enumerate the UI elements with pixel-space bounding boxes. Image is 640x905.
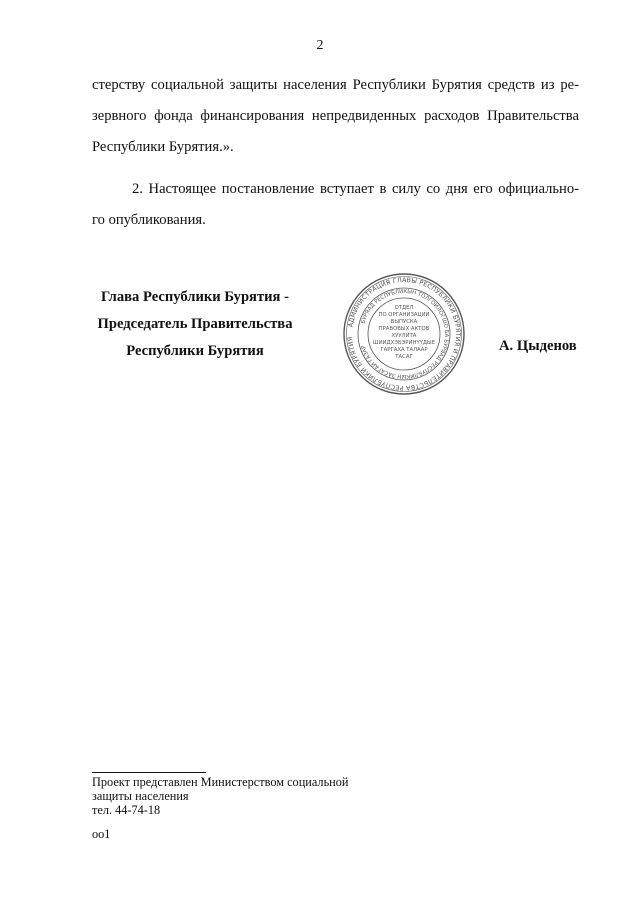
seal-inner-text: БУРЯАД РЕСПУБЛИКЫН ТОЛГОЙЛОГШО БА БУРЯАД РЕСПУБЛИКЫН ЗАСАГАЙ ГАЗАР bbox=[360, 288, 450, 380]
paragraph-2-line: го опубликования. bbox=[92, 212, 206, 228]
footnote bbox=[92, 775, 349, 817]
footnote-line: тел. 44-74-18 bbox=[92, 803, 161, 817]
footnote-divider bbox=[92, 772, 206, 773]
signatory-title bbox=[90, 284, 300, 365]
seal-center-line: ХУУЛИТА bbox=[391, 333, 417, 339]
signer-name: А. Цыденов bbox=[499, 338, 577, 354]
paragraph-2-line: 2. Настоящее постановление вступает в силу со дня его официально- bbox=[132, 181, 579, 197]
signatory-title-line: Республики Бурятия bbox=[126, 343, 264, 359]
seal-center-line: ШИИДХЭБЭРИНҮҮДЫЕ bbox=[372, 340, 436, 346]
signatory-title-line: Глава Республики Бурятия - bbox=[101, 289, 289, 305]
seal-outer-text: АДМИНИСТРАЦИЯ ГЛАВЫ РЕСПУБЛИКИ БУРЯТИЯ И ПРАВИТЕЛЬСТВА РЕСПУБЛИКИ БУРЯТИЯ bbox=[347, 276, 462, 392]
seal-center-line: ОТДЕЛ bbox=[394, 305, 414, 311]
paragraph-2 bbox=[92, 174, 579, 236]
official-seal-icon bbox=[342, 272, 466, 396]
document-code: оо1 bbox=[92, 827, 111, 841]
page-number: 2 bbox=[316, 38, 324, 53]
paragraph-1-line: стерству социальной защиты населения Республики Бурятия средств из ре- bbox=[92, 77, 579, 93]
seal-center-line: ПО ОРГАНИЗАЦИИ bbox=[378, 312, 430, 318]
seal-center-line: ВЫПУСКА bbox=[390, 319, 418, 325]
seal-center-line: ТАСАГ bbox=[395, 354, 413, 360]
footnote-line: защиты населения bbox=[92, 789, 189, 803]
signatory-title-line: Председатель Правительства bbox=[97, 316, 293, 332]
paragraph-1-line: зервного фонда финансирования непредвиденных расходов Правительства bbox=[92, 108, 579, 124]
footnote-line: Проект представлен Министерством социальной bbox=[92, 775, 349, 789]
seal-center-line: ГАРГАХА ТАЛААР bbox=[380, 347, 428, 353]
seal-center-line: ПРАВОВЫХ АКТОВ bbox=[378, 326, 430, 332]
paragraph-1-line: Республики Бурятия.». bbox=[92, 139, 234, 155]
paragraph-1 bbox=[92, 70, 579, 163]
